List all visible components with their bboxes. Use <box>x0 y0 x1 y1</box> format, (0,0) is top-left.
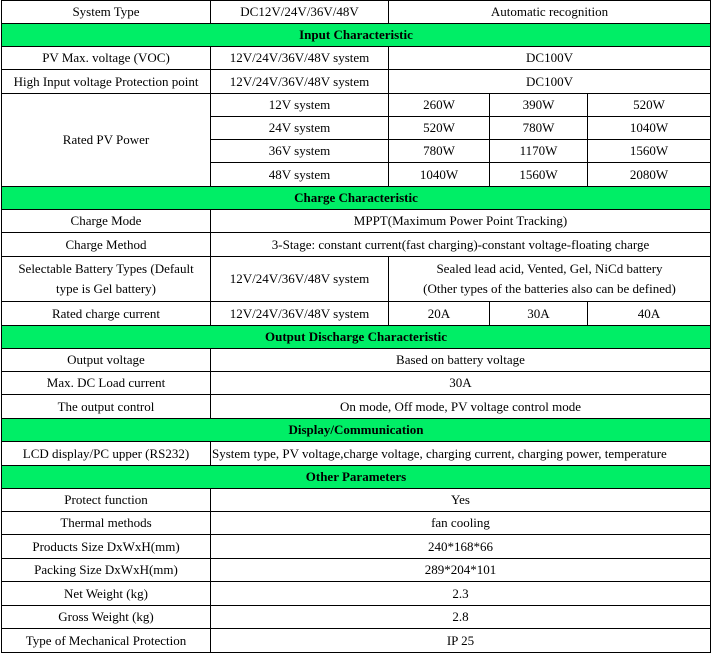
table-row <box>2 70 711 94</box>
table-row <box>2 1 711 24</box>
max-load-value: 30A <box>211 372 711 395</box>
section-header-row <box>2 419 711 442</box>
gross-weight-value: 2.8 <box>211 606 711 629</box>
protect-function-value: Yes <box>211 489 711 512</box>
output-control-label: The output control <box>2 395 211 419</box>
rated-charge-current-value: 30A <box>490 302 588 326</box>
rated-pv-value: 1560W <box>588 140 711 163</box>
system-type-label: System Type <box>2 1 211 24</box>
section-header-row <box>2 187 711 210</box>
section-other-heading: Other Parameters <box>2 466 711 489</box>
rated-pv-label: Rated PV Power <box>2 94 211 187</box>
table-row <box>2 442 711 466</box>
battery-types-system: 12V/24V/36V/48V system <box>211 257 389 302</box>
charge-method-value: 3-Stage: constant current(fast charging)-constant voltage-floating charge <box>211 233 711 257</box>
section-header-row <box>2 24 711 47</box>
table-row <box>2 535 711 559</box>
table-row <box>2 582 711 606</box>
packing-size-label: Packing Size DxWxH(mm) <box>2 559 211 582</box>
output-control-value: On mode, Off mode, PV voltage control mode <box>211 395 711 419</box>
battery-types-value <box>389 257 711 302</box>
rated-pv-system: 24V system <box>211 117 389 140</box>
lcd-label: LCD display/PC upper (RS232) <box>2 442 211 466</box>
rated-pv-value: 1170W <box>490 140 588 163</box>
net-weight-label: Net Weight (kg) <box>2 582 211 606</box>
rated-charge-current-value: 20A <box>389 302 490 326</box>
rated-pv-value: 520W <box>588 94 711 117</box>
pv-max-label: PV Max. voltage (VOC) <box>2 47 211 70</box>
rated-pv-value: 780W <box>490 117 588 140</box>
lcd-value: System type, PV voltage,charge voltage, charging current, charging power, temperature <box>211 442 711 466</box>
table-row <box>2 512 711 535</box>
mech-protection-value: IP 25 <box>211 629 711 653</box>
rated-pv-value: 390W <box>490 94 588 117</box>
output-voltage-value: Based on battery voltage <box>211 349 711 372</box>
battery-types-value-line1: Sealed lead acid, Vented, Gel, NiCd battery <box>436 261 663 276</box>
rated-pv-system: 12V system <box>211 94 389 117</box>
gross-weight-label: Gross Weight (kg) <box>2 606 211 629</box>
rated-pv-value: 1040W <box>588 117 711 140</box>
table-row <box>2 94 711 117</box>
section-header-row <box>2 466 711 489</box>
net-weight-value: 2.3 <box>211 582 711 606</box>
thermal-methods-label: Thermal methods <box>2 512 211 535</box>
table-row <box>2 257 711 302</box>
section-header-row <box>2 326 711 349</box>
system-type-voltages: DC12V/24V/36V/48V <box>211 1 389 24</box>
rated-charge-current-label: Rated charge current <box>2 302 211 326</box>
thermal-methods-value: fan cooling <box>211 512 711 535</box>
table-row <box>2 559 711 582</box>
table-row <box>2 349 711 372</box>
table-row <box>2 47 711 70</box>
table-row <box>2 372 711 395</box>
section-input-heading: Input Characteristic <box>2 24 711 47</box>
output-voltage-label: Output voltage <box>2 349 211 372</box>
rated-charge-current-value: 40A <box>588 302 711 326</box>
product-size-label: Products Size DxWxH(mm) <box>2 535 211 559</box>
protect-function-label: Protect function <box>2 489 211 512</box>
charge-method-label: Charge Method <box>2 233 211 257</box>
system-type-value: Automatic recognition <box>389 1 711 24</box>
section-output-heading: Output Discharge Characteristic <box>2 326 711 349</box>
high-input-value: DC100V <box>389 70 711 94</box>
section-charge-heading: Charge Characteristic <box>2 187 711 210</box>
rated-pv-value: 780W <box>389 140 490 163</box>
rated-pv-value: 2080W <box>588 163 711 187</box>
pv-max-system: 12V/24V/36V/48V system <box>211 47 389 70</box>
battery-types-label-line2: type is Gel battery) <box>56 281 156 296</box>
battery-types-label <box>2 257 211 302</box>
rated-pv-system: 48V system <box>211 163 389 187</box>
rated-pv-value: 520W <box>389 117 490 140</box>
table-row <box>2 606 711 629</box>
rated-pv-value: 1040W <box>389 163 490 187</box>
mech-protection-label: Type of Mechanical Protection <box>2 629 211 653</box>
table-row <box>2 302 711 326</box>
table-row <box>2 210 711 233</box>
battery-types-value-line2: (Other types of the batteries also can be defined) <box>423 281 676 296</box>
product-size-value: 240*168*66 <box>211 535 711 559</box>
rated-pv-system: 36V system <box>211 140 389 163</box>
rated-charge-current-system: 12V/24V/36V/48V system <box>211 302 389 326</box>
battery-types-label-line1: Selectable Battery Types (Default <box>18 261 194 276</box>
packing-size-value: 289*204*101 <box>211 559 711 582</box>
pv-max-value: DC100V <box>389 47 711 70</box>
high-input-system: 12V/24V/36V/48V system <box>211 70 389 94</box>
table-row <box>2 233 711 257</box>
spec-table <box>1 0 711 653</box>
rated-pv-value: 1560W <box>490 163 588 187</box>
charge-mode-value: MPPT(Maximum Power Point Tracking) <box>211 210 711 233</box>
rated-pv-value: 260W <box>389 94 490 117</box>
table-row <box>2 395 711 419</box>
high-input-label: High Input voltage Protection point <box>2 70 211 94</box>
table-row <box>2 489 711 512</box>
section-display-heading: Display/Communication <box>2 419 711 442</box>
table-row <box>2 629 711 653</box>
max-load-label: Max. DC Load current <box>2 372 211 395</box>
charge-mode-label: Charge Mode <box>2 210 211 233</box>
